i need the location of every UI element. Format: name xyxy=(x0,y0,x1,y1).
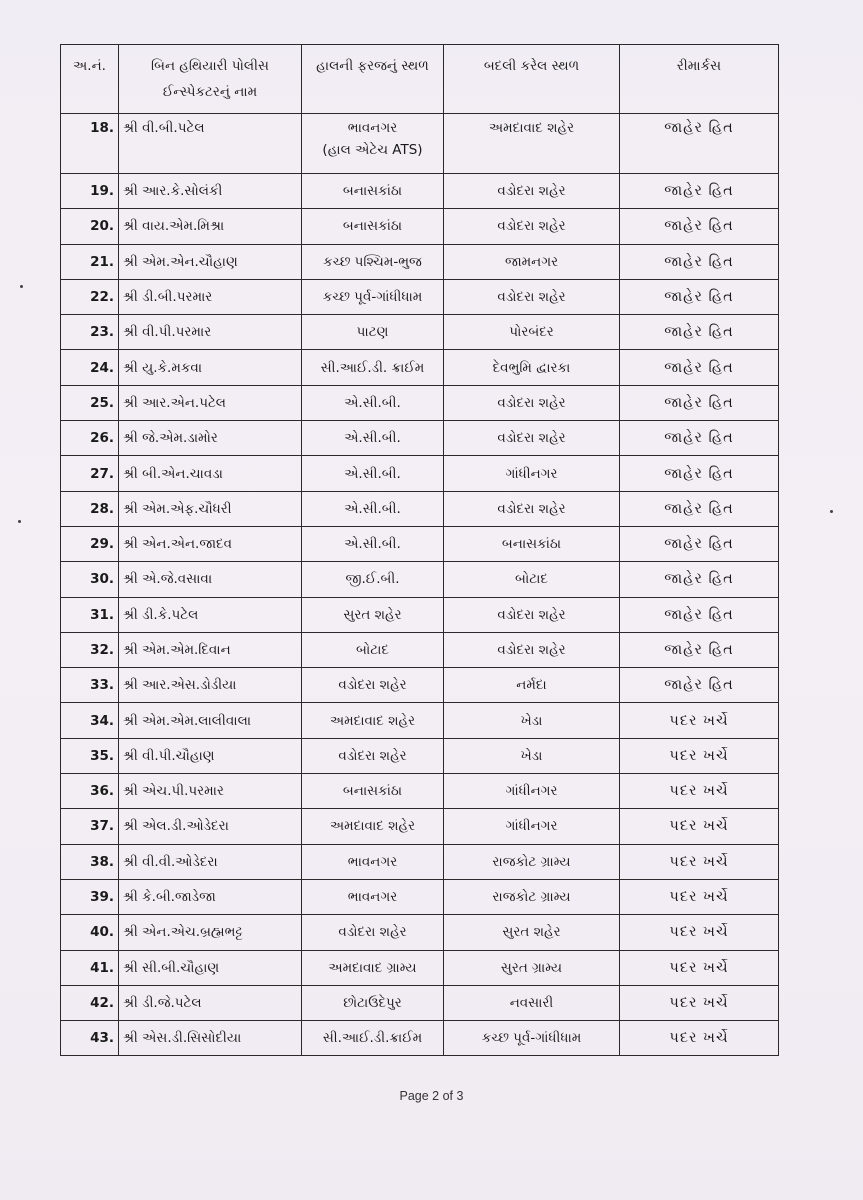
current-posting-cell-text: સી.આઈ.ડી. ક્રાઈમ xyxy=(320,359,425,376)
transferred-to-cell xyxy=(444,985,620,1020)
current-posting-cell-text: અમદાવાદ ગ્રામ્ય xyxy=(328,959,417,976)
inspector-name-cell-text: શ્રી ડી.કે.પટેલ xyxy=(123,606,199,623)
serial-number-cell-text: 22. xyxy=(90,289,114,306)
table-row xyxy=(61,597,779,632)
inspector-name-cell-text: શ્રી એમ.એમ.દિવાન xyxy=(123,642,231,658)
inspector-name-cell xyxy=(119,879,302,914)
remarks-cell xyxy=(620,279,779,314)
current-posting-cell xyxy=(302,491,444,526)
inspector-name-cell xyxy=(119,315,302,350)
current-posting-cell xyxy=(302,879,444,914)
remarks-cell-text: પદર ખર્ચે xyxy=(669,889,729,906)
current-posting-cell-text: છોટાઉદેપુર xyxy=(343,994,402,1011)
current-posting-cell xyxy=(302,350,444,385)
remarks-cell-text: પદર ખર્ચે xyxy=(669,818,729,835)
remarks-cell-text: જાહેર હિત xyxy=(664,324,734,341)
transferred-to-cell-text: ગાંધીનગર xyxy=(505,783,558,800)
table-row xyxy=(61,738,779,773)
current-posting-cell xyxy=(302,562,444,597)
remarks-cell-text: જાહેર હિત xyxy=(664,289,734,306)
current-posting-cell xyxy=(302,915,444,950)
remarks-cell xyxy=(620,844,779,879)
serial-number-cell-text: 24. xyxy=(90,359,114,376)
current-posting-cell xyxy=(302,774,444,809)
current-posting-cell-text: વડોદરા શહેર xyxy=(338,924,407,941)
serial-number-cell-text: 38. xyxy=(90,853,114,870)
current-posting-cell xyxy=(302,738,444,773)
current-posting-cell xyxy=(302,421,444,456)
header-serial-number: અ.નં. xyxy=(61,45,119,114)
table-row xyxy=(61,279,779,314)
serial-number-cell-text: 25. xyxy=(90,394,114,411)
current-posting-cell xyxy=(302,809,444,844)
transferred-to-cell-text: વડોદરા શહેર xyxy=(497,430,566,447)
remarks-cell-text: જાહેર હિત xyxy=(664,677,734,694)
transferred-to-cell xyxy=(444,279,620,314)
table-row xyxy=(61,668,779,703)
inspector-name-cell xyxy=(119,774,302,809)
transferred-to-cell-text: વડોદરા શહેર xyxy=(497,183,566,200)
current-posting-cell-text: બોટાદ xyxy=(356,642,389,658)
transferred-to-cell xyxy=(444,597,620,632)
current-posting-cell xyxy=(302,950,444,985)
inspector-name-cell-text: શ્રી એચ.પી.પરમાર xyxy=(123,783,224,800)
inspector-name-cell xyxy=(119,209,302,244)
remarks-cell-text: પદર ખર્ચે xyxy=(669,783,729,800)
scan-speck xyxy=(830,510,833,513)
current-posting-cell xyxy=(302,1021,444,1056)
current-posting-note: (હાલ એટેચ ATS) xyxy=(322,142,423,158)
remarks-cell xyxy=(620,174,779,209)
table-row xyxy=(61,114,779,174)
table-row xyxy=(61,562,779,597)
remarks-cell-text: જાહેર હિત xyxy=(664,120,734,136)
table-row xyxy=(61,385,779,420)
inspector-name-cell xyxy=(119,985,302,1020)
inspector-name-cell xyxy=(119,668,302,703)
remarks-cell-text: જાહેર હિત xyxy=(664,465,734,482)
table-row xyxy=(61,491,779,526)
current-posting-cell-text: એ.સી.બી. xyxy=(344,536,401,553)
current-posting-cell-text: સુરત શહેર xyxy=(343,606,402,623)
inspector-name-cell-text: શ્રી એમ.એફ.ચૌધરી xyxy=(123,500,232,517)
current-posting-cell-text: ભાવનગર xyxy=(347,120,398,136)
table-row xyxy=(61,174,779,209)
serial-number-cell-text: 28. xyxy=(90,500,114,517)
serial-number-cell xyxy=(61,597,119,632)
serial-number-cell xyxy=(61,421,119,456)
current-posting-cell xyxy=(302,244,444,279)
inspector-name-cell-text: શ્રી વી.બી.પટેલ xyxy=(123,120,205,136)
inspector-name-cell-text: શ્રી આર.કે.સોલંકી xyxy=(123,183,223,200)
inspector-name-cell-text: શ્રી કે.બી.જાડેજા xyxy=(123,889,216,906)
table-row xyxy=(61,315,779,350)
table-row xyxy=(61,915,779,950)
transferred-to-cell xyxy=(444,562,620,597)
serial-number-cell-text: 26. xyxy=(90,430,114,447)
remarks-cell-text: પદર ખર્ચે xyxy=(669,1030,729,1047)
current-posting-cell-text: એ.સી.બી. xyxy=(344,430,401,447)
remarks-cell xyxy=(620,774,779,809)
transferred-to-cell xyxy=(444,950,620,985)
transferred-to-cell-text: સુરત ગ્રામ્ય xyxy=(500,959,563,976)
transferred-to-cell-text: ખેડા xyxy=(520,747,543,764)
scan-speck xyxy=(18,520,21,523)
current-posting-cell-text: અમદાવાદ શહેર xyxy=(329,712,416,729)
inspector-name-cell-text: શ્રી ડી.બી.પરમાર xyxy=(123,289,213,306)
serial-number-cell xyxy=(61,456,119,491)
inspector-name-cell-text: શ્રી જે.એમ.ડામોર xyxy=(123,430,218,447)
table-row xyxy=(61,703,779,738)
transferred-to-cell xyxy=(444,526,620,561)
remarks-cell-text: જાહેર હિત xyxy=(664,183,734,200)
transferred-to-cell xyxy=(444,350,620,385)
transferred-to-cell xyxy=(444,114,620,174)
inspector-name-cell-text: શ્રી યુ.કે.મકવા xyxy=(123,359,203,376)
current-posting-cell xyxy=(302,597,444,632)
current-posting-cell-text: એ.સી.બી. xyxy=(344,394,401,411)
remarks-cell xyxy=(620,315,779,350)
current-posting-cell xyxy=(302,456,444,491)
table-row xyxy=(61,844,779,879)
inspector-name-cell-text: શ્રી એ.જે.વસાવા xyxy=(123,571,213,588)
current-posting-cell-text: જી.ઈ.બી. xyxy=(345,571,400,588)
current-posting-cell xyxy=(302,114,444,174)
serial-number-cell-text: 27. xyxy=(90,465,114,482)
inspector-name-cell-text: શ્રી વી.વી.ઓડેદરા xyxy=(123,853,218,870)
transferred-to-cell xyxy=(444,809,620,844)
inspector-name-cell xyxy=(119,491,302,526)
serial-number-cell-text: 34. xyxy=(90,712,114,729)
transferred-to-cell xyxy=(444,209,620,244)
remarks-cell-text: પદર ખર્ચે xyxy=(669,853,729,870)
remarks-cell xyxy=(620,597,779,632)
remarks-cell xyxy=(620,350,779,385)
inspector-name-cell xyxy=(119,597,302,632)
inspector-name-cell xyxy=(119,114,302,174)
current-posting-cell-text: કચ્છ પશ્ચિમ-ભુજ xyxy=(323,253,422,270)
transferred-to-cell xyxy=(444,244,620,279)
inspector-name-cell-text: શ્રી એમ.એમ.લાલીવાલા xyxy=(123,712,252,729)
remarks-cell-text: પદર ખર્ચે xyxy=(669,994,729,1011)
current-posting-cell-text: વડોદરા શહેર xyxy=(338,677,407,694)
transferred-to-cell xyxy=(444,915,620,950)
transferred-to-cell xyxy=(444,738,620,773)
inspector-name-cell xyxy=(119,421,302,456)
inspector-name-cell xyxy=(119,174,302,209)
current-posting-cell-text: સી.આઈ.ડી.ક્રાઈમ xyxy=(322,1030,423,1047)
serial-number-cell xyxy=(61,950,119,985)
table-row xyxy=(61,244,779,279)
transferred-to-cell-text: ગાંધીનગર xyxy=(505,465,558,482)
inspector-name-cell xyxy=(119,350,302,385)
current-posting-cell xyxy=(302,174,444,209)
serial-number-cell xyxy=(61,668,119,703)
header-remarks: રીમાર્કસ xyxy=(620,45,779,114)
inspector-name-cell xyxy=(119,279,302,314)
remarks-cell-text: જાહેર હિત xyxy=(664,536,734,553)
remarks-cell-text: જાહેર હિત xyxy=(664,642,734,658)
current-posting-cell-text: વડોદરા શહેર xyxy=(338,747,407,764)
transferred-to-cell-text: વડોદરા શહેર xyxy=(497,394,566,411)
remarks-cell xyxy=(620,985,779,1020)
inspector-name-cell-text: શ્રી એસ.ડી.સિસોદીયા xyxy=(123,1030,242,1047)
serial-number-cell-text: 36. xyxy=(90,783,114,800)
transferred-to-cell xyxy=(444,174,620,209)
serial-number-cell-text: 33. xyxy=(90,677,114,694)
remarks-cell xyxy=(620,915,779,950)
current-posting-cell xyxy=(302,385,444,420)
remarks-cell xyxy=(620,703,779,738)
serial-number-cell xyxy=(61,279,119,314)
inspector-name-cell-text: શ્રી વી.પી.ચૌહાણ xyxy=(123,747,215,764)
transferred-to-cell xyxy=(444,491,620,526)
current-posting-cell xyxy=(302,632,444,667)
serial-number-cell-text: 37. xyxy=(90,818,114,835)
inspector-name-cell-text: શ્રી એલ.ડી.ઓડેદરા xyxy=(123,818,229,835)
table-row xyxy=(61,985,779,1020)
transferred-to-cell xyxy=(444,456,620,491)
inspector-name-cell-text: શ્રી એન.એચ.બ્રહ્મભટ્ટ xyxy=(123,924,243,941)
serial-number-cell xyxy=(61,632,119,667)
inspector-name-cell xyxy=(119,844,302,879)
serial-number-cell xyxy=(61,879,119,914)
transferred-to-cell xyxy=(444,632,620,667)
transferred-to-cell-text: વડોદરા શહેર xyxy=(497,218,566,235)
transferred-to-cell-text: રાજકોટ ગ્રામ્ય xyxy=(492,853,571,870)
inspector-name-cell xyxy=(119,915,302,950)
inspector-name-cell xyxy=(119,703,302,738)
transferred-to-cell-text: પોરબંદર xyxy=(509,324,554,341)
inspector-name-cell xyxy=(119,385,302,420)
remarks-cell-text: પદર ખર્ચે xyxy=(669,712,729,729)
remarks-cell xyxy=(620,114,779,174)
inspector-name-cell-text: શ્રી એન.એન.જાદવ xyxy=(123,536,232,553)
remarks-cell xyxy=(620,950,779,985)
transferred-to-cell-text: બોટાદ xyxy=(515,571,548,588)
serial-number-cell-text: 21. xyxy=(90,253,114,270)
table-row xyxy=(61,421,779,456)
inspector-name-cell xyxy=(119,562,302,597)
header-transferred-to: બદલી કરેલ સ્થળ xyxy=(444,45,620,114)
remarks-cell xyxy=(620,526,779,561)
serial-number-cell-text: 35. xyxy=(90,747,114,764)
transfer-table xyxy=(60,44,779,1056)
serial-number-cell xyxy=(61,350,119,385)
serial-number-cell xyxy=(61,526,119,561)
inspector-name-cell-text: શ્રી આર.એન.પટેલ xyxy=(123,394,227,411)
serial-number-cell xyxy=(61,809,119,844)
current-posting-cell-text: પાટણ xyxy=(356,324,389,341)
serial-number-cell-text: 39. xyxy=(90,889,114,906)
current-posting-cell xyxy=(302,985,444,1020)
transferred-to-cell-text: અમદાવાદ શહેર xyxy=(488,120,575,136)
remarks-cell-text: જાહેર હિત xyxy=(664,571,734,588)
inspector-name-cell xyxy=(119,526,302,561)
inspector-name-cell-text: શ્રી વી.પી.પરમાર xyxy=(123,324,212,341)
table-header-row xyxy=(61,45,779,114)
transferred-to-cell-text: દેવભુમિ દ્વારકા xyxy=(492,359,571,376)
remarks-cell-text: જાહેર હિત xyxy=(664,253,734,270)
transferred-to-cell xyxy=(444,774,620,809)
inspector-name-cell-text: શ્રી બી.એન.ચાવડા xyxy=(123,465,223,482)
transferred-to-cell-text: કચ્છ પૂર્વ-ગાંધીધામ xyxy=(481,1030,582,1047)
transferred-to-cell xyxy=(444,844,620,879)
inspector-name-cell xyxy=(119,809,302,844)
current-posting-cell-text: ભાવનગર xyxy=(347,889,398,906)
remarks-cell xyxy=(620,668,779,703)
remarks-cell xyxy=(620,632,779,667)
table-row xyxy=(61,950,779,985)
current-posting-cell-text: કચ્છ પૂર્વ-ગાંધીધામ xyxy=(322,289,423,306)
serial-number-cell-text: 29. xyxy=(90,536,114,553)
serial-number-cell-text: 30. xyxy=(90,571,114,588)
serial-number-cell-text: 41. xyxy=(90,959,114,976)
transferred-to-cell xyxy=(444,385,620,420)
serial-number-cell xyxy=(61,915,119,950)
inspector-name-cell-text: શ્રી એમ.એન.ચૌહાણ xyxy=(123,253,238,270)
serial-number-cell xyxy=(61,491,119,526)
remarks-cell-text: પદર ખર્ચે xyxy=(669,747,729,764)
serial-number-cell-text: 18. xyxy=(90,120,114,136)
remarks-cell xyxy=(620,491,779,526)
inspector-name-cell xyxy=(119,632,302,667)
current-posting-cell-text: એ.સી.બી. xyxy=(344,500,401,517)
serial-number-cell-text: 19. xyxy=(90,183,114,200)
current-posting-cell xyxy=(302,315,444,350)
transferred-to-cell-text: રાજકોટ ગ્રામ્ય xyxy=(492,889,571,906)
transferred-to-cell xyxy=(444,1021,620,1056)
table-row xyxy=(61,774,779,809)
transferred-to-cell xyxy=(444,668,620,703)
table-body xyxy=(61,114,779,1056)
serial-number-cell-text: 40. xyxy=(90,924,114,941)
remarks-cell xyxy=(620,738,779,773)
inspector-name-cell xyxy=(119,950,302,985)
serial-number-cell-text: 32. xyxy=(90,642,114,658)
inspector-name-cell xyxy=(119,244,302,279)
transferred-to-cell-text: જામનગર xyxy=(504,253,559,270)
transferred-to-cell-text: સુરત શહેર xyxy=(502,924,561,941)
header-inspector-name: બિન હથિયારી પોલીસ ઈન્સ્પેકટરનું નામ xyxy=(119,45,302,114)
current-posting-cell-text: બનાસકાંઠા xyxy=(342,218,403,235)
transferred-to-cell xyxy=(444,421,620,456)
serial-number-cell xyxy=(61,174,119,209)
current-posting-cell xyxy=(302,526,444,561)
table-row xyxy=(61,809,779,844)
current-posting-cell-text: બનાસકાંઠા xyxy=(342,783,403,800)
transferred-to-cell-text: ગાંધીનગર xyxy=(505,818,558,835)
remarks-cell-text: જાહેર હિત xyxy=(664,500,734,517)
current-posting-cell xyxy=(302,279,444,314)
table-row xyxy=(61,879,779,914)
table-row xyxy=(61,209,779,244)
current-posting-cell-text: એ.સી.બી. xyxy=(344,465,401,482)
serial-number-cell xyxy=(61,562,119,597)
transferred-to-cell xyxy=(444,703,620,738)
serial-number-cell xyxy=(61,209,119,244)
table-row xyxy=(61,632,779,667)
remarks-cell xyxy=(620,1021,779,1056)
serial-number-cell xyxy=(61,244,119,279)
transferred-to-cell xyxy=(444,879,620,914)
current-posting-cell xyxy=(302,703,444,738)
table-row xyxy=(61,456,779,491)
serial-number-cell-text: 42. xyxy=(90,994,114,1011)
serial-number-cell xyxy=(61,114,119,174)
transferred-to-cell-text: વડોદરા શહેર xyxy=(497,289,566,306)
remarks-cell xyxy=(620,456,779,491)
remarks-cell xyxy=(620,421,779,456)
current-posting-cell-text: ભાવનગર xyxy=(347,853,398,870)
remarks-cell xyxy=(620,562,779,597)
remarks-cell xyxy=(620,244,779,279)
current-posting-cell xyxy=(302,844,444,879)
remarks-cell xyxy=(620,209,779,244)
serial-number-cell xyxy=(61,844,119,879)
table-row xyxy=(61,1021,779,1056)
current-posting-cell xyxy=(302,668,444,703)
inspector-name-cell-text: શ્રી સી.બી.ચૌહાણ xyxy=(123,959,220,976)
transferred-to-cell-text: ખેડા xyxy=(520,712,543,729)
transferred-to-cell-text: વડોદરા શહેર xyxy=(497,500,566,517)
remarks-cell-text: પદર ખર્ચે xyxy=(669,959,729,976)
current-posting-cell-text: બનાસકાંઠા xyxy=(342,183,403,200)
remarks-cell-text: જાહેર હિત xyxy=(664,359,734,376)
inspector-name-cell xyxy=(119,1021,302,1056)
serial-number-cell xyxy=(61,1021,119,1056)
remarks-cell-text: પદર ખર્ચે xyxy=(669,924,729,941)
remarks-cell xyxy=(620,385,779,420)
serial-number-cell-text: 43. xyxy=(90,1030,114,1047)
inspector-name-cell-text: શ્રી વાય.એમ.મિશ્રા xyxy=(123,218,225,235)
header-current-posting: હાલની ફરજનું સ્થળ xyxy=(302,45,444,114)
serial-number-cell-text: 20. xyxy=(90,218,114,235)
serial-number-cell xyxy=(61,774,119,809)
remarks-cell xyxy=(620,879,779,914)
table-row xyxy=(61,350,779,385)
serial-number-cell xyxy=(61,738,119,773)
table-row xyxy=(61,526,779,561)
current-posting-cell-text: અમદાવાદ શહેર xyxy=(329,818,416,835)
transferred-to-cell-text: વડોદરા શહેર xyxy=(497,642,566,658)
transferred-to-cell-text: બનાસકાંઠા xyxy=(501,536,562,553)
page-number: Page 2 of 3 xyxy=(399,1089,464,1103)
serial-number-cell-text: 31. xyxy=(90,606,114,623)
serial-number-cell xyxy=(61,315,119,350)
transferred-to-cell-text: નવસારી xyxy=(509,994,554,1011)
serial-number-cell-text: 23. xyxy=(90,324,114,341)
serial-number-cell xyxy=(61,985,119,1020)
remarks-cell-text: જાહેર હિત xyxy=(664,430,734,447)
remarks-cell-text: જાહેર હિત xyxy=(664,606,734,623)
transferred-to-cell xyxy=(444,315,620,350)
current-posting-cell xyxy=(302,209,444,244)
transferred-to-cell-text: વડોદરા શહેર xyxy=(497,606,566,623)
remarks-cell xyxy=(620,809,779,844)
inspector-name-cell-text: શ્રી ડી.જે.પટેલ xyxy=(123,994,202,1011)
inspector-name-cell xyxy=(119,738,302,773)
serial-number-cell xyxy=(61,385,119,420)
remarks-cell-text: જાહેર હિત xyxy=(664,394,734,411)
remarks-cell-text: જાહેર હિત xyxy=(664,218,734,235)
scan-speck xyxy=(20,285,23,288)
inspector-name-cell xyxy=(119,456,302,491)
transferred-to-cell-text: નર્મદા xyxy=(516,677,547,694)
inspector-name-cell-text: શ્રી આર.એસ.ડોડીયા xyxy=(123,677,237,694)
serial-number-cell xyxy=(61,703,119,738)
